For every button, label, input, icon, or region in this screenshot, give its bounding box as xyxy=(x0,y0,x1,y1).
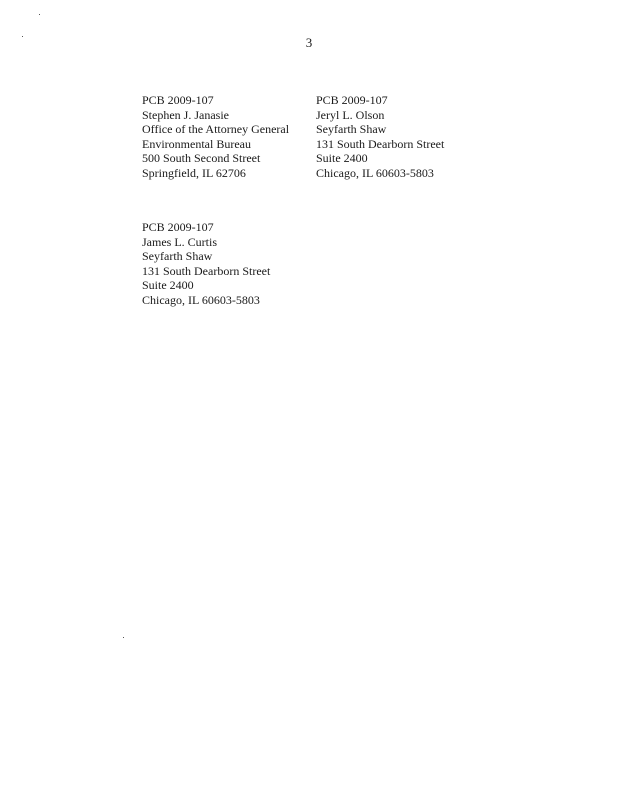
case-number: PCB 2009-107 xyxy=(142,220,214,234)
address-line: 500 South Second Street xyxy=(142,151,261,166)
address-line: Seyfarth Shaw xyxy=(316,122,387,137)
scan-speck xyxy=(22,36,23,37)
scan-speck xyxy=(123,637,124,638)
case-number: PCB 2009-107 xyxy=(142,93,214,107)
address-line: 131 South Dearborn Street xyxy=(142,263,271,278)
recipient-name: Jeryl L. Olson xyxy=(316,107,385,122)
scan-speck xyxy=(39,14,40,15)
service-address-block xyxy=(142,93,289,181)
address-line: 131 South Dearborn Street xyxy=(316,136,445,151)
page-number: 3 xyxy=(305,35,313,50)
case-number: PCB 2009-107 xyxy=(316,93,388,107)
address-line: Seyfarth Shaw xyxy=(142,249,213,264)
address-line: Suite 2400 xyxy=(142,278,194,293)
service-address-block xyxy=(142,220,270,308)
city-state-zip: Chicago, IL 60603-5803 xyxy=(316,165,434,180)
address-line: Suite 2400 xyxy=(316,151,368,166)
recipient-name: Stephen J. Janasie xyxy=(142,107,229,122)
recipient-name: James L. Curtis xyxy=(142,234,217,249)
city-state-zip: Chicago, IL 60603-5803 xyxy=(142,292,260,307)
service-address-block xyxy=(316,93,444,181)
city-state-zip: Springfield, IL 62706 xyxy=(142,165,246,180)
address-line: Environmental Bureau xyxy=(142,136,251,151)
address-line: Office of the Attorney General xyxy=(142,122,290,137)
